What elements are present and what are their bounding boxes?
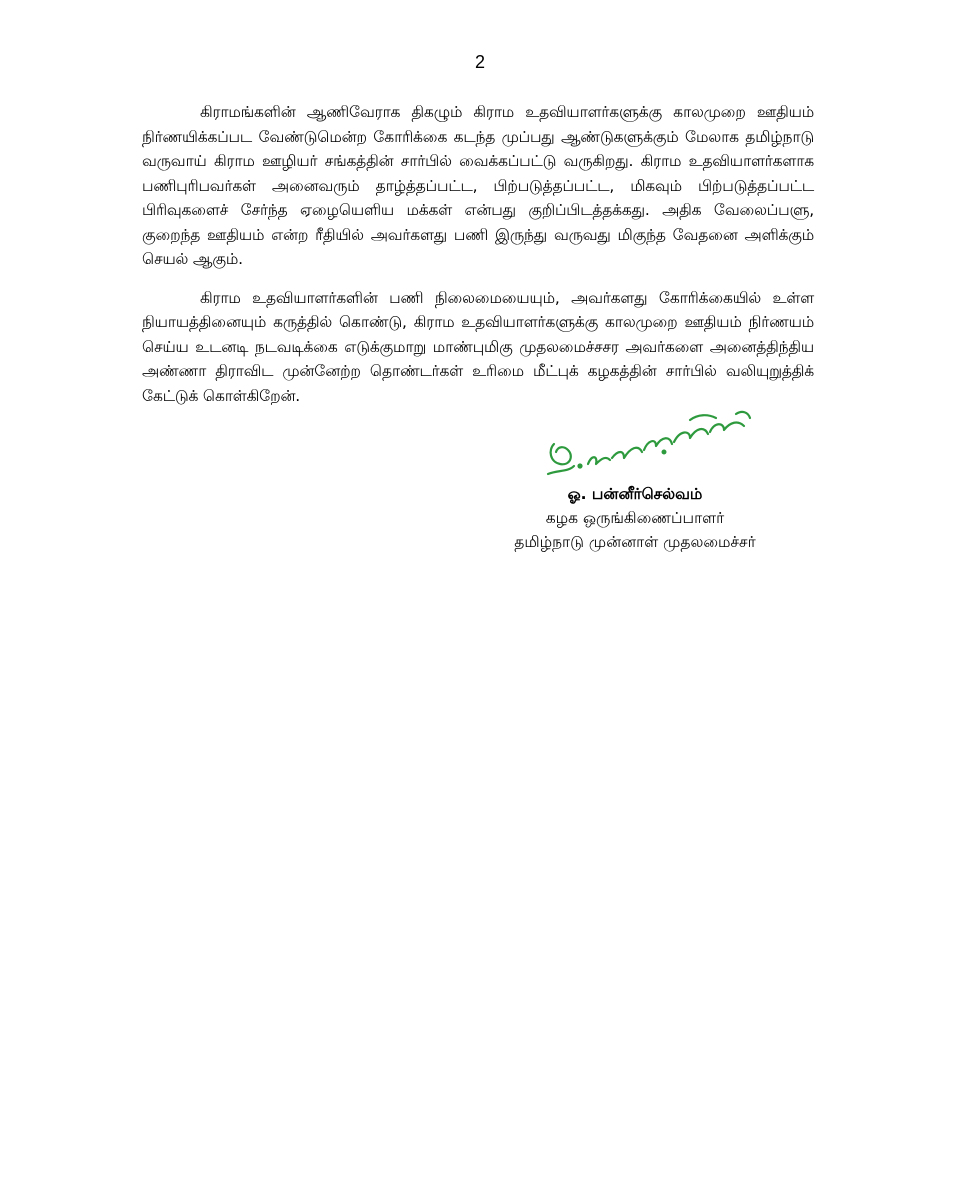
signature-block	[470, 482, 800, 554]
handwritten-signature	[540, 400, 760, 490]
paragraph-1: கிராமங்களின் ஆணிவேராக திகழும் கிராம உதவியாளர்களுக்கு காலமுறை ஊதியம் நிர்ணயிக்கப்பட வேண்டுமென்ற கோரிக்கை கடந்த முப்பது ஆண்டுகளுக்கும் மேலாக தமிழ்நாடு வருவாய் கிராம ஊழியர் சங்கத்தின் சார்பில் வைக்கப்பட்டு வருகிறது. கிராம உதவியாளர்களாக பணிபுரிபவர்கள் அனைவரும் தாழ்த்தப்பட்ட, பிற்படுத்தப்பட்ட, மிகவும் பிற்படுத்தப்பட்ட பிரிவுகளைச் சேர்ந்த ஏழையெளிய மக்கள் என்பது குறிப்பிடத்தக்கது. அதிக வேலைப்பளு, குறைந்த ஊதியம் என்ற ரீதியில் அவர்களது பணி இருந்து வருவது மிகுந்த வேதனை அளிக்கும் செயல் ஆகும்.	[142, 103, 814, 268]
paragraph-2: கிராம உதவியாளர்களின் பணி நிலைமையையும், அவர்களது கோரிக்கையில் உள்ள நியாயத்தினையும் கருத்தில் கொண்டு, கிராம உதவியாளர்களுக்கு காலமுறை ஊதியம் நிர்ணயம் செய்ய உடனடி நடவடிக்கை எடுக்குமாறு மாண்புமிகு முதலமைச்சசர அவர்களை அனைத்திந்திய அண்ணா திராவிட முன்னேற்ற தொண்டர்கள் உரிமை மீட்புக் கழகத்தின் சார்பில் வலியுறுத்திக் கேட்டுக் கொள்கிறேன்.	[142, 288, 814, 405]
signatory-name: ஓ. பன்னீர்செல்வம்	[567, 485, 703, 503]
signatory-title: கழக ஒருங்கிணைப்பாளர்	[545, 509, 725, 527]
letter-body	[142, 100, 814, 422]
page-number: 2	[474, 52, 485, 72]
signatory-designation: தமிழ்நாடு முன்னாள் முதலமைச்சர்	[514, 533, 756, 551]
